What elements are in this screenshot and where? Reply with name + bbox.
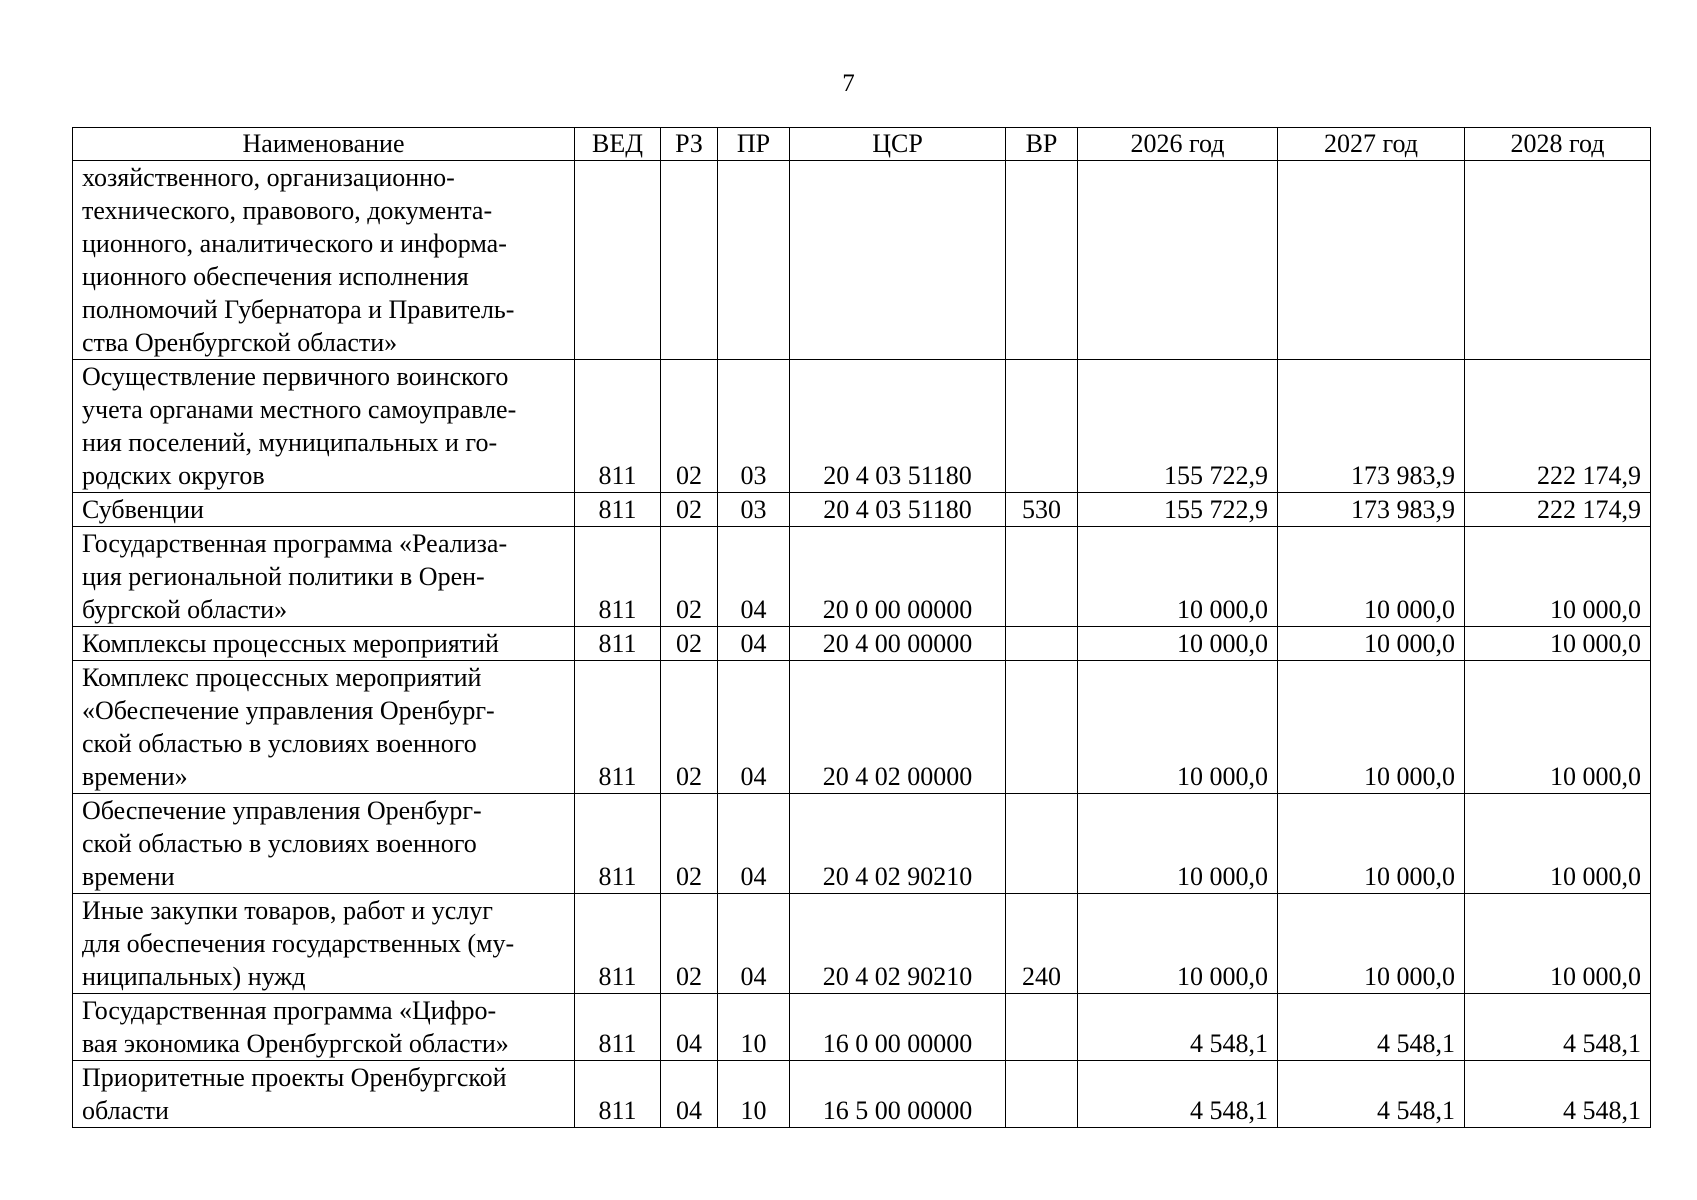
table-row xyxy=(73,994,1651,1061)
cell-ved: 811 xyxy=(575,994,661,1061)
cell-vr: 530 xyxy=(1006,493,1078,527)
cell-y2027: 173 983,9 xyxy=(1278,493,1465,527)
cell-ved: 811 xyxy=(575,627,661,661)
name-line: Обеспечение управления Оренбург- xyxy=(82,796,482,825)
cell-pr xyxy=(718,161,790,360)
name-line: Субвенции xyxy=(82,495,204,524)
cell-y2026: 10 000,0 xyxy=(1078,894,1278,994)
name-line: «Обеспечение управления Оренбург- xyxy=(82,696,495,725)
name-line: полномочий Губернатора и Правитель- xyxy=(82,295,515,324)
cell-vr xyxy=(1006,527,1078,627)
cell-y2026: 10 000,0 xyxy=(1078,627,1278,661)
cell-y2027: 4 548,1 xyxy=(1278,994,1465,1061)
name-line: Комплексы процессных мероприятий xyxy=(82,629,499,658)
cell-ved: 811 xyxy=(575,894,661,994)
header-vr: ВР xyxy=(1006,128,1078,161)
cell-ved: 811 xyxy=(575,527,661,627)
cell-rz: 02 xyxy=(661,360,718,493)
cell-vr xyxy=(1006,794,1078,894)
cell-vr xyxy=(1006,994,1078,1061)
cell-name xyxy=(73,627,575,661)
cell-y2027: 10 000,0 xyxy=(1278,894,1465,994)
cell-vr xyxy=(1006,1061,1078,1128)
name-line: Приоритетные проекты Оренбургской xyxy=(82,1063,507,1092)
name-line: ция региональной политики в Орен- xyxy=(82,562,485,591)
cell-y2028: 10 000,0 xyxy=(1465,894,1651,994)
cell-y2027: 10 000,0 xyxy=(1278,627,1465,661)
table-body xyxy=(73,161,1651,1128)
cell-y2026: 4 548,1 xyxy=(1078,994,1278,1061)
cell-y2026: 155 722,9 xyxy=(1078,360,1278,493)
name-line: Комплекс процессных мероприятий xyxy=(82,663,482,692)
cell-pr: 03 xyxy=(718,493,790,527)
cell-y2026: 4 548,1 xyxy=(1078,1061,1278,1128)
name-line: ционного, аналитического и информа- xyxy=(82,229,507,258)
page-number: 7 xyxy=(842,70,855,97)
name-line: Государственная программа «Цифро- xyxy=(82,996,497,1025)
cell-rz: 02 xyxy=(661,527,718,627)
cell-y2026 xyxy=(1078,161,1278,360)
cell-y2028: 10 000,0 xyxy=(1465,527,1651,627)
cell-rz: 04 xyxy=(661,1061,718,1128)
cell-pr: 04 xyxy=(718,794,790,894)
cell-vr xyxy=(1006,161,1078,360)
header-2026: 2026 год xyxy=(1078,128,1278,161)
table-row xyxy=(73,627,1651,661)
cell-csr: 20 4 02 00000 xyxy=(790,661,1006,794)
cell-rz: 02 xyxy=(661,627,718,661)
name-line: хозяйственного, организационно- xyxy=(82,163,455,192)
header-name: Наименование xyxy=(73,128,575,161)
cell-name xyxy=(73,661,575,794)
name-line: Иные закупки товаров, работ и услуг xyxy=(82,896,493,925)
cell-y2027: 173 983,9 xyxy=(1278,360,1465,493)
cell-csr: 20 4 03 51180 xyxy=(790,360,1006,493)
table-row xyxy=(73,894,1651,994)
cell-name xyxy=(73,493,575,527)
cell-y2026: 155 722,9 xyxy=(1078,493,1278,527)
cell-vr xyxy=(1006,661,1078,794)
cell-rz: 02 xyxy=(661,661,718,794)
name-line: ской областью в условиях военного xyxy=(82,829,477,858)
cell-y2026: 10 000,0 xyxy=(1078,527,1278,627)
cell-rz: 02 xyxy=(661,894,718,994)
cell-csr: 20 0 00 00000 xyxy=(790,527,1006,627)
name-line: учета органами местного самоуправле- xyxy=(82,395,517,424)
cell-pr: 04 xyxy=(718,627,790,661)
cell-rz xyxy=(661,161,718,360)
table-row xyxy=(73,661,1651,794)
cell-y2028: 10 000,0 xyxy=(1465,627,1651,661)
cell-y2027 xyxy=(1278,161,1465,360)
name-line: ционного обеспечения исполнения xyxy=(82,262,469,291)
name-line: ства Оренбургской области» xyxy=(82,328,398,357)
name-line: времени» xyxy=(82,762,188,791)
budget-table xyxy=(72,127,1651,1128)
cell-y2028: 10 000,0 xyxy=(1465,794,1651,894)
header-2027: 2027 год xyxy=(1278,128,1465,161)
cell-vr xyxy=(1006,627,1078,661)
table-row xyxy=(73,794,1651,894)
cell-csr: 20 4 03 51180 xyxy=(790,493,1006,527)
header-2028: 2028 год xyxy=(1465,128,1651,161)
cell-rz: 04 xyxy=(661,994,718,1061)
table-row xyxy=(73,360,1651,493)
cell-name xyxy=(73,360,575,493)
cell-pr: 04 xyxy=(718,894,790,994)
cell-csr: 20 4 02 90210 xyxy=(790,794,1006,894)
name-line: ниципальных) нужд xyxy=(82,962,306,991)
cell-csr: 16 5 00 00000 xyxy=(790,1061,1006,1128)
cell-vr: 240 xyxy=(1006,894,1078,994)
cell-pr: 03 xyxy=(718,360,790,493)
header-rz: РЗ xyxy=(661,128,718,161)
cell-y2028: 10 000,0 xyxy=(1465,661,1651,794)
name-line: бургской области» xyxy=(82,595,288,624)
name-line: Государственная программа «Реализа- xyxy=(82,529,508,558)
cell-ved: 811 xyxy=(575,794,661,894)
cell-name xyxy=(73,794,575,894)
cell-y2027: 10 000,0 xyxy=(1278,794,1465,894)
cell-pr: 10 xyxy=(718,1061,790,1128)
cell-name xyxy=(73,1061,575,1128)
header-pr: ПР xyxy=(718,128,790,161)
table-header-row xyxy=(73,128,1651,161)
header-ved: ВЕД xyxy=(575,128,661,161)
cell-pr: 04 xyxy=(718,661,790,794)
cell-name xyxy=(73,894,575,994)
name-line: вая экономика Оренбургской области» xyxy=(82,1029,509,1058)
cell-csr: 20 4 00 00000 xyxy=(790,627,1006,661)
table-row xyxy=(73,1061,1651,1128)
table-row xyxy=(73,161,1651,360)
cell-rz: 02 xyxy=(661,493,718,527)
cell-csr: 16 0 00 00000 xyxy=(790,994,1006,1061)
cell-rz: 02 xyxy=(661,794,718,894)
name-line: области xyxy=(82,1096,169,1125)
cell-ved: 811 xyxy=(575,360,661,493)
cell-ved: 811 xyxy=(575,1061,661,1128)
name-line: времени xyxy=(82,862,175,891)
cell-ved: 811 xyxy=(575,661,661,794)
cell-ved xyxy=(575,161,661,360)
name-line: для обеспечения государственных (му- xyxy=(82,929,515,958)
cell-y2027: 4 548,1 xyxy=(1278,1061,1465,1128)
cell-y2027: 10 000,0 xyxy=(1278,661,1465,794)
cell-name xyxy=(73,161,575,360)
cell-csr xyxy=(790,161,1006,360)
cell-csr: 20 4 02 90210 xyxy=(790,894,1006,994)
cell-name xyxy=(73,994,575,1061)
cell-y2028: 222 174,9 xyxy=(1465,360,1651,493)
name-line: родских округов xyxy=(82,461,265,490)
header-csr: ЦСР xyxy=(790,128,1006,161)
name-line: ния поселений, муниципальных и го- xyxy=(82,428,498,457)
cell-y2026: 10 000,0 xyxy=(1078,661,1278,794)
name-line: ской областью в условиях военного xyxy=(82,729,477,758)
cell-pr: 10 xyxy=(718,994,790,1061)
name-line: технического, правового, документа- xyxy=(82,196,493,225)
cell-y2028: 4 548,1 xyxy=(1465,1061,1651,1128)
cell-ved: 811 xyxy=(575,493,661,527)
table-row xyxy=(73,493,1651,527)
cell-y2027: 10 000,0 xyxy=(1278,527,1465,627)
cell-name xyxy=(73,527,575,627)
table-row xyxy=(73,527,1651,627)
cell-y2028: 4 548,1 xyxy=(1465,994,1651,1061)
cell-vr xyxy=(1006,360,1078,493)
cell-y2028: 222 174,9 xyxy=(1465,493,1651,527)
cell-pr: 04 xyxy=(718,527,790,627)
cell-y2028 xyxy=(1465,161,1651,360)
cell-y2026: 10 000,0 xyxy=(1078,794,1278,894)
name-line: Осуществление первичного воинского xyxy=(82,362,509,391)
